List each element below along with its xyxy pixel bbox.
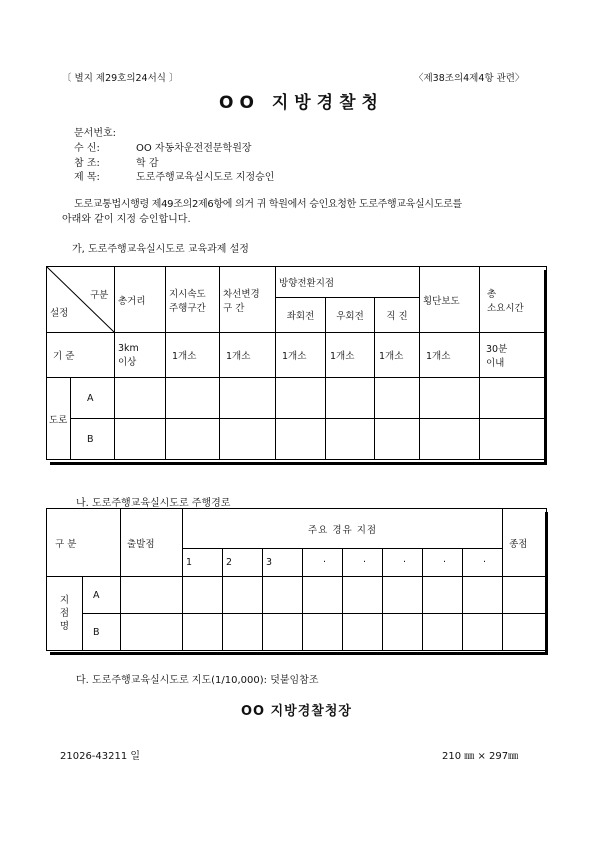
- route-a-via-8[interactable]: [463, 577, 503, 614]
- cell-b-right[interactable]: [326, 419, 375, 460]
- cell-b-distance[interactable]: [115, 419, 166, 460]
- route-a-via-5[interactable]: [343, 577, 383, 614]
- header-speed: 지시속도 주행구간: [166, 267, 220, 333]
- via-point-5: ·: [343, 549, 383, 577]
- cell-a-speed[interactable]: [166, 378, 220, 419]
- road-label: 도로: [47, 378, 71, 460]
- standard-lane: 1개소: [220, 333, 276, 378]
- doc-number-label: 문서번호:: [74, 128, 117, 139]
- route-b-via-3[interactable]: [263, 614, 303, 651]
- header-total-time: 총 소요시간: [480, 267, 547, 333]
- cell-b-lane[interactable]: [220, 419, 276, 460]
- header-lane-change: 차선변경 구 간: [220, 267, 276, 333]
- header-via-points: 주요 경유 지점: [183, 509, 503, 549]
- cell-a-lane[interactable]: [220, 378, 276, 419]
- via-point-7: ·: [423, 549, 463, 577]
- reference-label: 참 조:: [74, 158, 100, 169]
- driving-route-table: [46, 508, 547, 651]
- cell-a-distance[interactable]: [115, 378, 166, 419]
- header-end-point: 종점: [503, 509, 547, 577]
- road-row-b-label: B: [71, 419, 115, 460]
- header-crosswalk: 횡단보도: [420, 267, 480, 333]
- header-left-turn: 좌회전: [276, 298, 326, 333]
- header-straight: 직 진: [375, 298, 420, 333]
- cell-b-crosswalk[interactable]: [420, 419, 480, 460]
- route-a-end[interactable]: [503, 577, 547, 614]
- route-b-via-8[interactable]: [463, 614, 503, 651]
- via-point-3: 3: [263, 549, 303, 577]
- subject-label: 제 목:: [74, 172, 100, 183]
- route-a-via-1[interactable]: [183, 577, 223, 614]
- via-point-6: ·: [383, 549, 423, 577]
- route-a-start[interactable]: [121, 577, 183, 614]
- via-point-2: 2: [223, 549, 263, 577]
- header-right-turn: 우회전: [326, 298, 375, 333]
- corner-top-label: 구분: [90, 290, 109, 301]
- subject-value: 도로주행교육실시도로 지정승인: [136, 172, 275, 183]
- route-a-via-6[interactable]: [383, 577, 423, 614]
- header-distance: 총거리: [115, 267, 166, 333]
- place-name-label: 지 점 명: [47, 577, 83, 651]
- standard-speed: 1개소: [166, 333, 220, 378]
- route-b-via-6[interactable]: [383, 614, 423, 651]
- route-b-via-2[interactable]: [223, 614, 263, 651]
- form-code: 21026-43211 일: [60, 751, 141, 762]
- route-a-via-3[interactable]: [263, 577, 303, 614]
- road-row-a-label: A: [71, 378, 115, 419]
- route-row-b-label: B: [83, 614, 121, 651]
- route-b-via-4[interactable]: [303, 614, 343, 651]
- section-b-heading: 나. 도로주행교육실시도로 주행경로: [76, 498, 231, 509]
- via-point-4: ·: [303, 549, 343, 577]
- issuer-signature: OO 지방경찰청장: [241, 704, 352, 719]
- route-b-via-1[interactable]: [183, 614, 223, 651]
- header-start-point: 출발점: [121, 509, 183, 577]
- route-b-start[interactable]: [121, 614, 183, 651]
- cell-a-left[interactable]: [276, 378, 326, 419]
- corner-bottom-label: 설정: [50, 308, 69, 319]
- related-article: 〈제38조의4제4항 관련〉: [414, 73, 525, 84]
- cell-a-time[interactable]: [480, 378, 547, 419]
- standard-time: 30분 이내: [480, 333, 547, 378]
- route-b-end[interactable]: [503, 614, 547, 651]
- via-point-8: ·: [463, 549, 503, 577]
- reference-value: 학 감: [136, 158, 159, 169]
- body-text-line-2: 아래와 같이 지정 승인합니다.: [62, 214, 191, 225]
- standard-right: 1개소: [326, 333, 375, 378]
- section-c-heading: 다. 도로주행교육실시도로 지도(1/10,000): 덧붙임참조: [76, 675, 319, 686]
- recipient-label: 수 신:: [74, 143, 100, 154]
- section-a-heading: 가, 도로주행교육실시도로 교육과제 설정: [72, 244, 249, 255]
- cell-a-right[interactable]: [326, 378, 375, 419]
- header-direction-change: 방향전환지점: [276, 267, 420, 298]
- standard-label: 기 준: [47, 333, 115, 378]
- route-row-a-label: A: [83, 577, 121, 614]
- via-point-1: 1: [183, 549, 223, 577]
- standard-straight: 1개소: [375, 333, 420, 378]
- education-task-table: [46, 266, 547, 460]
- standard-crosswalk: 1개소: [420, 333, 480, 378]
- form-number: 〔 별지 제29호의24서식 〕: [62, 73, 179, 84]
- standard-left: 1개소: [276, 333, 326, 378]
- body-text-line-1: 도로교통법시행령 제49조의2제6항에 의거 귀 학원에서 승인요청한 도로주행교육실시도로를: [74, 199, 462, 210]
- recipient-value: OO 자동차운전전문학원장: [136, 143, 252, 154]
- cell-a-straight[interactable]: [375, 378, 420, 419]
- cell-b-speed[interactable]: [166, 419, 220, 460]
- cell-a-crosswalk[interactable]: [420, 378, 480, 419]
- route-a-via-4[interactable]: [303, 577, 343, 614]
- cell-b-straight[interactable]: [375, 419, 420, 460]
- paper-size: 210 ㎜ × 297㎜: [442, 751, 519, 762]
- route-a-via-2[interactable]: [223, 577, 263, 614]
- route-b-via-5[interactable]: [343, 614, 383, 651]
- route-a-via-7[interactable]: [423, 577, 463, 614]
- page-title: OO 지방경찰청: [219, 93, 384, 113]
- route-b-via-7[interactable]: [423, 614, 463, 651]
- corner-header-cell: [47, 267, 115, 333]
- cell-b-left[interactable]: [276, 419, 326, 460]
- cell-b-time[interactable]: [480, 419, 547, 460]
- header-division: 구 분: [47, 509, 121, 577]
- standard-distance: 3km 이상: [115, 333, 166, 378]
